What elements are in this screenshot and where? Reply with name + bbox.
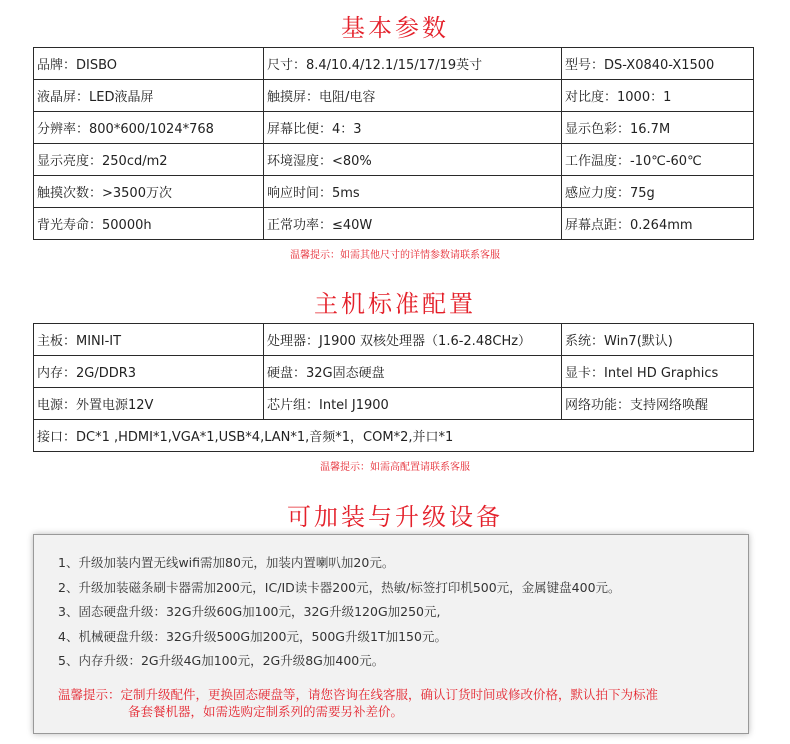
- upgrade-note: [34, 674, 738, 720]
- spec-cell: 硬盘：32G固态硬盘: [264, 356, 562, 388]
- basic-params-title: 基本参数: [341, 14, 449, 42]
- host-config-table: [33, 323, 754, 452]
- table-row: [34, 388, 754, 420]
- spec-cell: 品牌：DISBO: [34, 48, 264, 80]
- spec-cell: 环境湿度：<80%: [264, 144, 562, 176]
- spec-cell: 内存：2G/DDR3: [34, 356, 264, 388]
- spec-cell: 网络功能：支持网络唤醒: [562, 388, 754, 420]
- spec-cell: 主板：MINI-IT: [34, 324, 264, 356]
- list-item: 1、升级加装内置无线wifi需加80元，加装内置喇叭加20元。: [58, 555, 395, 570]
- table-row: [34, 208, 754, 240]
- table-row: [34, 144, 754, 176]
- spec-cell: 电源：外置电源12V: [34, 388, 264, 420]
- spec-cell: 对比度：1000：1: [562, 80, 754, 112]
- spec-cell: 正常功率：≤40W: [264, 208, 562, 240]
- spec-cell: 尺寸：8.4/10.4/12.1/15/17/19英寸: [264, 48, 562, 80]
- host-config-tip: 温馨提示：如需高配置请联系客服: [320, 462, 470, 473]
- spec-cell: 屏幕点距：0.264mm: [562, 208, 754, 240]
- table-row: [34, 176, 754, 208]
- spec-cell: 芯片组：Intel J1900: [264, 388, 562, 420]
- interface-cell: 接口：DC*1 ,HDMI*1,VGA*1,USB*4,LAN*1,音频*1，COM*2,并口*1: [34, 420, 754, 452]
- list-item: 2、升级加装磁条刷卡器需加200元，IC/ID读卡器200元，热敏/标签打印机500元，金属键盘400元。: [58, 579, 621, 595]
- spec-cell: 处理器：J1900 双核处理器（1.6-2.48CHz）: [264, 324, 562, 356]
- spec-cell: 显卡：Intel HD Graphics: [562, 356, 754, 388]
- basic-params-table: [33, 47, 754, 240]
- spec-cell: 屏幕比便：4：3: [264, 112, 562, 144]
- upgrade-note-line1: 温馨提示：定制升级配件，更换固态硬盘等，请您咨询在线客服，确认订货时间或修改价格，默认拍下为标准: [58, 686, 659, 702]
- table-row: [34, 48, 754, 80]
- spec-cell: 响应时间：5ms: [264, 176, 562, 208]
- table-row: [34, 420, 754, 452]
- spec-cell: 工作温度：-10℃-60℃: [562, 144, 754, 176]
- upgrade-note-line2: 备套餐机器，如需选购定制系列的需要另补差价。: [128, 703, 404, 719]
- list-item: 5、内存升级：2G升级4G加100元，2G升级8G加400元。: [58, 653, 385, 668]
- table-row: [34, 112, 754, 144]
- spec-cell: 感应力度：75g: [562, 176, 754, 208]
- spec-cell: 系统：Win7(默认): [562, 324, 754, 356]
- upgrade-title: 可加装与升级设备: [287, 503, 503, 531]
- spec-cell: 触摸次数：>3500万次: [34, 176, 264, 208]
- table-row: [34, 356, 754, 388]
- spec-cell: 分辨率：800*600/1024*768: [34, 112, 264, 144]
- spec-cell: 触摸屏：电阻/电容: [264, 80, 562, 112]
- spec-cell: 型号：DS-X0840-X1500: [562, 48, 754, 80]
- host-config-title: 主机标准配置: [314, 290, 476, 318]
- table-row: [34, 324, 754, 356]
- basic-params-tip: 温馨提示：如需其他尺寸的详情参数请联系客服: [290, 250, 500, 261]
- upgrade-list: [34, 535, 748, 674]
- upgrade-box: [33, 534, 749, 734]
- list-item: 4、机械硬盘升级：32G升级500G加200元，500G升级1T加150元。: [58, 628, 447, 644]
- table-row: [34, 80, 754, 112]
- spec-cell: 显示亮度：250cd/m2: [34, 144, 264, 176]
- list-item: 3、固态硬盘升级：32G升级60G加100元，32G升级120G加250元,: [58, 604, 441, 619]
- spec-cell: 背光寿命：50000h: [34, 208, 264, 240]
- spec-cell: 液晶屏：LED液晶屏: [34, 80, 264, 112]
- spec-cell: 显示色彩：16.7M: [562, 112, 754, 144]
